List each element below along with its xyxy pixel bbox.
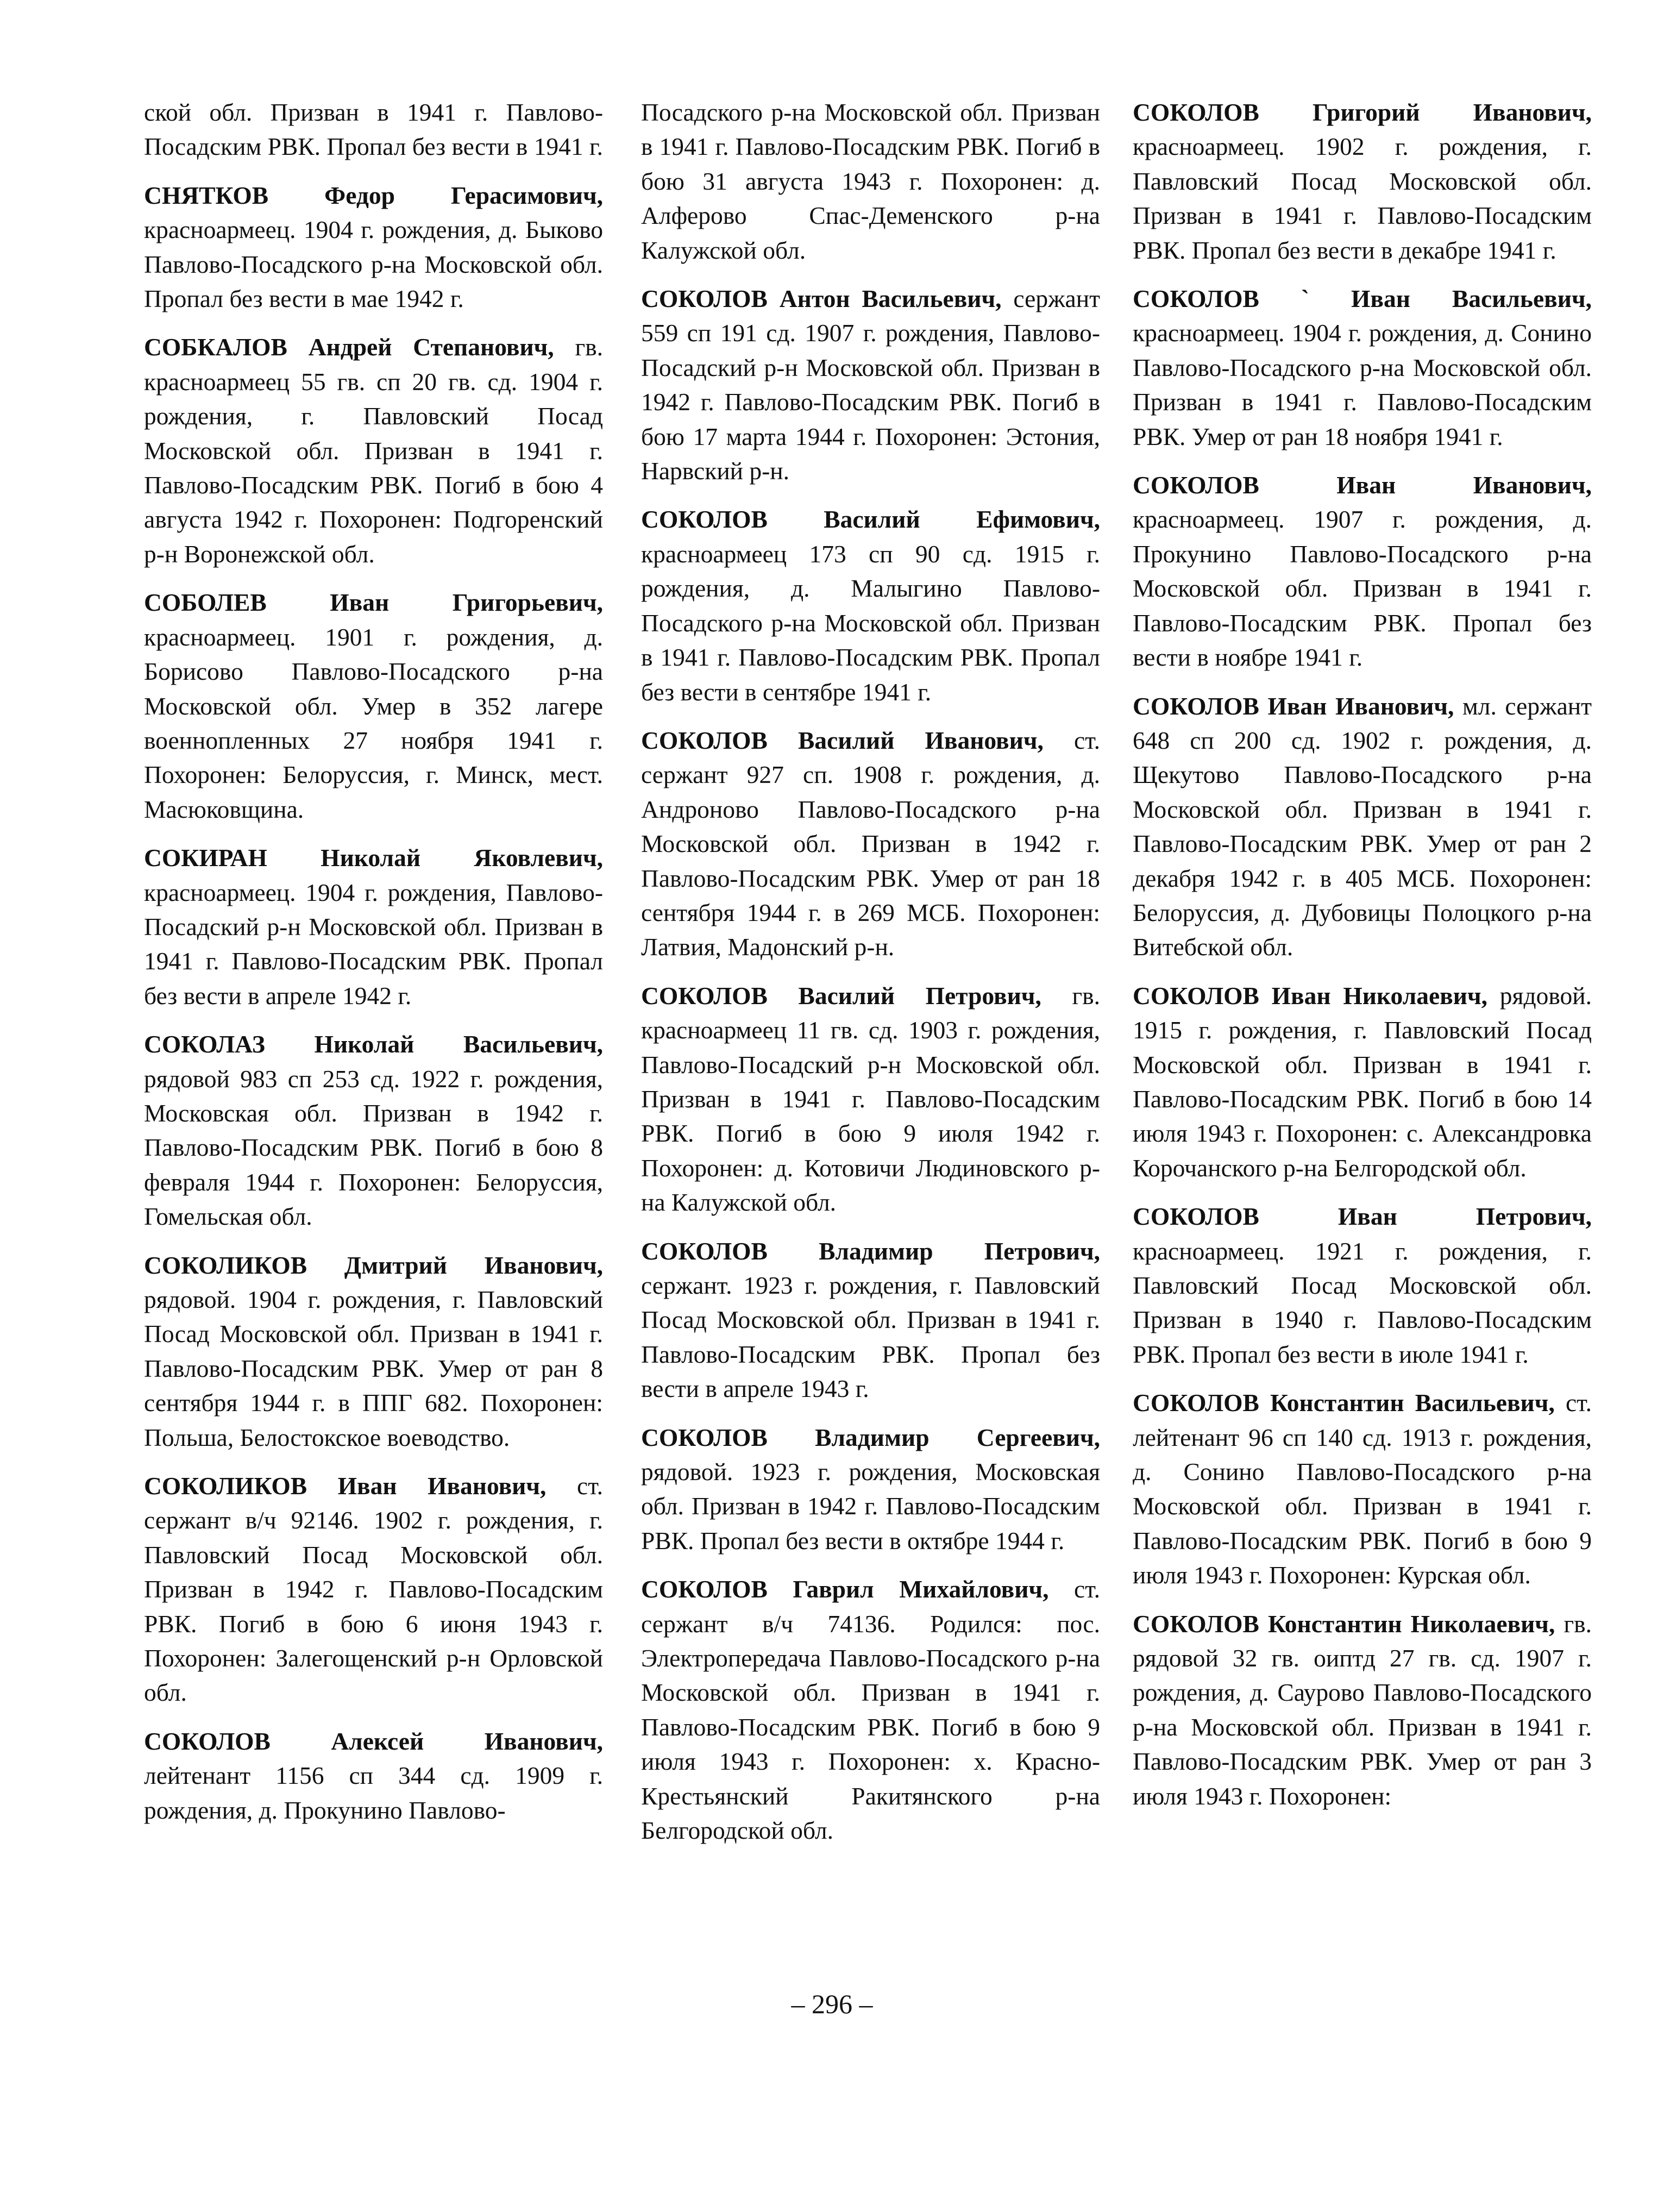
- entry-name: СОКОЛОВ Антон Васильевич,: [641, 285, 1002, 313]
- entry-text: ст. лейтенант 96 сп 140 сд. 1913 г. рождения, д. Сонино Павлово-Посадского р-на Московской обл. Призван в 1941 г. Павлово-Посадским РВК. Погиб в бою 9 июля 1943 г. Похоронен: Курская обл.: [1133, 1389, 1592, 1589]
- entry-text: Посадского р-на Московской обл. Призван в 1941 г. Павлово-Посадским РВК. Погиб в бою 31 августа 1943 г. Похоронен: д. Алферово Спас-Деменского р-на Калужской обл.: [641, 98, 1100, 264]
- entry: [144, 95, 603, 164]
- entry-text: красноармеец. 1901 г. рождения, д. Борисово Павлово-Посадского р-на Московской обл. Умер в 352 лагере военнопленных 27 ноября 1941 г. Похоронен: Белоруссия, г. Минск, мест. Масюковщина.: [144, 623, 603, 823]
- entry: [641, 502, 1100, 709]
- entry: [1133, 468, 1592, 674]
- entry-name: СОКОЛОВ Иван Николаевич,: [1133, 981, 1487, 1010]
- entry: [641, 95, 1100, 267]
- entry-text: красноармеец. 1907 г. рождения, д. Прокунино Павлово-Посадского р-на Московской обл. Призван в 1941 г. Павлово-Посадским РВК. Пропал без вести в ноябре 1941 г.: [1133, 505, 1592, 672]
- entry-name: СОКИРАН Николай Яковлевич,: [144, 844, 603, 872]
- entry: [144, 330, 603, 571]
- entry-name: СОКОЛОВ Алексей Иванович,: [144, 1727, 603, 1755]
- column-left: [144, 95, 603, 1841]
- entry: [641, 1234, 1100, 1406]
- entry-text: рядовой. 1923 г. рождения, Московская обл. Призван в 1942 г. Павлово-Посадским РВК. Пропал без вести в октябре 1944 г.: [641, 1458, 1100, 1555]
- entry: [1133, 281, 1592, 454]
- entry-name: СОКОЛОВ Василий Иванович,: [641, 726, 1044, 754]
- entry-name: СОБКАЛОВ Андрей Степанович,: [144, 333, 554, 361]
- entry-name: СОКОЛОВ Иван Петрович,: [1133, 1202, 1592, 1231]
- entry-text: ской обл. Призван в 1941 г. Павлово-Посадским РВК. Пропал без вести в 1941 г.: [144, 98, 603, 161]
- entry-name: СОКОЛОВ Василий Петрович,: [641, 981, 1041, 1010]
- entry: [1133, 689, 1592, 964]
- entry-text: ст. сержант в/ч 92146. 1902 г. рождения, г. Павловский Посад Московской обл. Призван в 1942 г. Павлово-Посадским РВК. Погиб в бою 6 июня 1943 г. Похоронен: Залегощенский р-н Орловской обл.: [144, 1472, 603, 1707]
- entry-name: СОКОЛОВ Владимир Сергеевич,: [641, 1423, 1100, 1451]
- entry: [641, 281, 1100, 488]
- entry: [1133, 1607, 1592, 1813]
- entry-text: сержант. 1923 г. рождения, г. Павловский Посад Московской обл. Призван в 1941 г. Павлово-Посадским РВК. Пропал без вести в апреле 1943 г.: [641, 1271, 1100, 1403]
- entry-text: гв. красноармеец 11 гв. сд. 1903 г. рождения, Павлово-Посадский р-н Московской обл. Призван в 1941 г. Павлово-Посадским РВК. Погиб в бою 9 июля 1942 г. Похоронен: д. Котовичи Людиновского р-на Калужской обл.: [641, 981, 1100, 1217]
- entry: [1133, 95, 1592, 267]
- entry-text: рядовой 983 сп 253 сд. 1922 г. рождения, Московская обл. Призван в 1942 г. Павлово-Посадским РВК. Погиб в бою 8 февраля 1944 г. Похоронен: Белоруссия, Гомельская обл.: [144, 1064, 603, 1231]
- entry-text: красноармеец. 1904 г. рождения, Павлово-Посадский р-н Московской обл. Призван в 1941 г. Павлово-Посадским РВК. Пропал без вести в апреле 1942 г.: [144, 878, 603, 1010]
- entry: [1133, 979, 1592, 1185]
- entry-text: красноармеец. 1921 г. рождения, г. Павловский Посад Московской обл. Призван в 1940 г. Павлово-Посадским РВК. Пропал без вести в июле 1941 г.: [1133, 1237, 1592, 1368]
- entry: [641, 723, 1100, 964]
- entry-text: красноармеец 173 сп 90 сд. 1915 г. рождения, д. Малыгино Павлово-Посадского р-на Московской обл. Призван в 1941 г. Павлово-Посадским РВК. Пропал без вести в сентябре 1941 г.: [641, 540, 1100, 706]
- entry-text: лейтенант 1156 сп 344 сд. 1909 г. рождения, д. Прокунино Павлово-: [144, 1762, 603, 1824]
- entry: [641, 1572, 1100, 1847]
- entry: [144, 585, 603, 826]
- entry: [144, 178, 603, 316]
- entry-text: мл. сержант 648 сп 200 сд. 1902 г. рождения, д. Щекутово Павлово-Посадского р-на Московской обл. Призван в 1941 г. Павлово-Посадским РВК. Умер от ран 2 декабря 1942 г. в 405 МСБ. Похоронен: Белоруссия, д. Дубовицы Полоцкого р-на Витебской обл.: [1133, 692, 1592, 961]
- page-number: – 296 –: [791, 1989, 873, 2019]
- entry-name: СОКОЛОВ ` Иван Васильевич,: [1133, 285, 1592, 313]
- entry-name: СОКОЛОВ Иван Иванович,: [1133, 471, 1592, 499]
- entry-name: СОКОЛОВ Иван Иванович,: [1133, 692, 1454, 720]
- entry: [1133, 1386, 1592, 1592]
- column-right: [1133, 95, 1592, 1827]
- entry-text: гв. красноармеец 55 гв. сп 20 гв. сд. 1904 г. рождения, г. Павловский Посад Московской обл. Призван в 1941 г. Павлово-Посадским РВК. Погиб в бою 4 августа 1942 г. Похоронен: Подгоренский р-н Воронежской обл.: [144, 333, 603, 568]
- entry-text: рядовой. 1904 г. рождения, г. Павловский Посад Московской обл. Призван в 1941 г. Павлово-Посадским РВК. Умер от ран 8 сентября 1944 г. в ППГ 682. Похоронен: Польша, Белостокское воеводство.: [144, 1286, 603, 1451]
- entry-name: СОКОЛИКОВ Дмитрий Иванович,: [144, 1251, 603, 1279]
- entry: [144, 841, 603, 1013]
- entry: [144, 1724, 603, 1827]
- entry-text: красноармеец. 1902 г. рождения, г. Павловский Посад Московской обл. Призван в 1941 г. Павлово-Посадским РВК. Пропал без вести в декабре 1941 г.: [1133, 133, 1592, 264]
- entry-name: СОКОЛОВ Гаврил Михайлович,: [641, 1575, 1049, 1603]
- entry-name: СОКОЛОВ Константин Николаевич,: [1133, 1609, 1555, 1638]
- entry-name: СОКОЛОВ Григорий Иванович,: [1133, 98, 1592, 126]
- entry-text: сержант 559 сп 191 сд. 1907 г. рождения, Павлово-Посадский р-н Московской обл. Призван в 1942 г. Павлово-Посадским РВК. Погиб в бою 17 марта 1944 г. Похоронен: Эстония, Нарвский р-н.: [641, 285, 1100, 485]
- entry-name: СОБОЛЕВ Иван Григорьевич,: [144, 588, 603, 617]
- entry: [144, 1027, 603, 1233]
- entry: [144, 1469, 603, 1710]
- entry-name: СОКОЛОВ Константин Васильевич,: [1133, 1389, 1555, 1417]
- entry-text: красноармеец. 1904 г. рождения, д. Быково Павлово-Посадского р-на Московской обл. Пропал без вести в мае 1942 г.: [144, 216, 603, 313]
- entry-text: гв. рядовой 32 гв. оиптд 27 гв. сд. 1907 г. рождения, д. Саурово Павлово-Посадского р-на Московской обл. Призван в 1941 г. Павлово-Посадским РВК. Умер от ран 3 июля 1943 г. Похоронен:: [1133, 1609, 1592, 1810]
- entry-text: красноармеец. 1904 г. рождения, д. Сонино Павлово-Посадского р-на Московской обл. Призван в 1941 г. Павлово-Посадским РВК. Умер от ран 18 ноября 1941 г.: [1133, 319, 1592, 450]
- entry-name: СОКОЛОВ Владимир Петрович,: [641, 1237, 1100, 1265]
- entry-text: рядовой. 1915 г. рождения, г. Павловский Посад Московской обл. Призван в 1941 г. Павлово-Посадским РВК. Погиб в бою 14 июля 1943 г. Похоронен: с. Александровка Корочанского р-на Белгородской обл.: [1133, 981, 1592, 1182]
- entry-name: СОКОЛОВ Василий Ефимович,: [641, 505, 1100, 534]
- entry: [641, 1420, 1100, 1558]
- entry: [641, 979, 1100, 1220]
- entry-name: СНЯТКОВ Федор Герасимович,: [144, 181, 603, 209]
- entry-text: ст. сержант в/ч 74136. Родился: пос. Электропередача Павлово-Посадского р-на Московской обл. Призван в 1941 г. Павлово-Посадским РВК. Погиб в бою 9 июля 1943 г. Похоронен: х. Красно-Крестьянский Ракитянского р-на Белгородской обл.: [641, 1575, 1100, 1845]
- entry: [1133, 1199, 1592, 1371]
- entry-name: СОКОЛИКОВ Иван Иванович,: [144, 1472, 547, 1500]
- entry-name: СОКОЛАЗ Николай Васильевич,: [144, 1030, 603, 1058]
- entry-text: ст. сержант 927 сп. 1908 г. рождения, д. Андроново Павлово-Посадского р-на Московской обл. Призван в 1942 г. Павлово-Посадским РВК. Умер от ран 18 сентября 1944 г. в 269 МСБ. Похоронен: Латвия, Мадонский р-н.: [641, 726, 1100, 961]
- entry: [144, 1248, 603, 1455]
- column-middle: [641, 95, 1100, 1862]
